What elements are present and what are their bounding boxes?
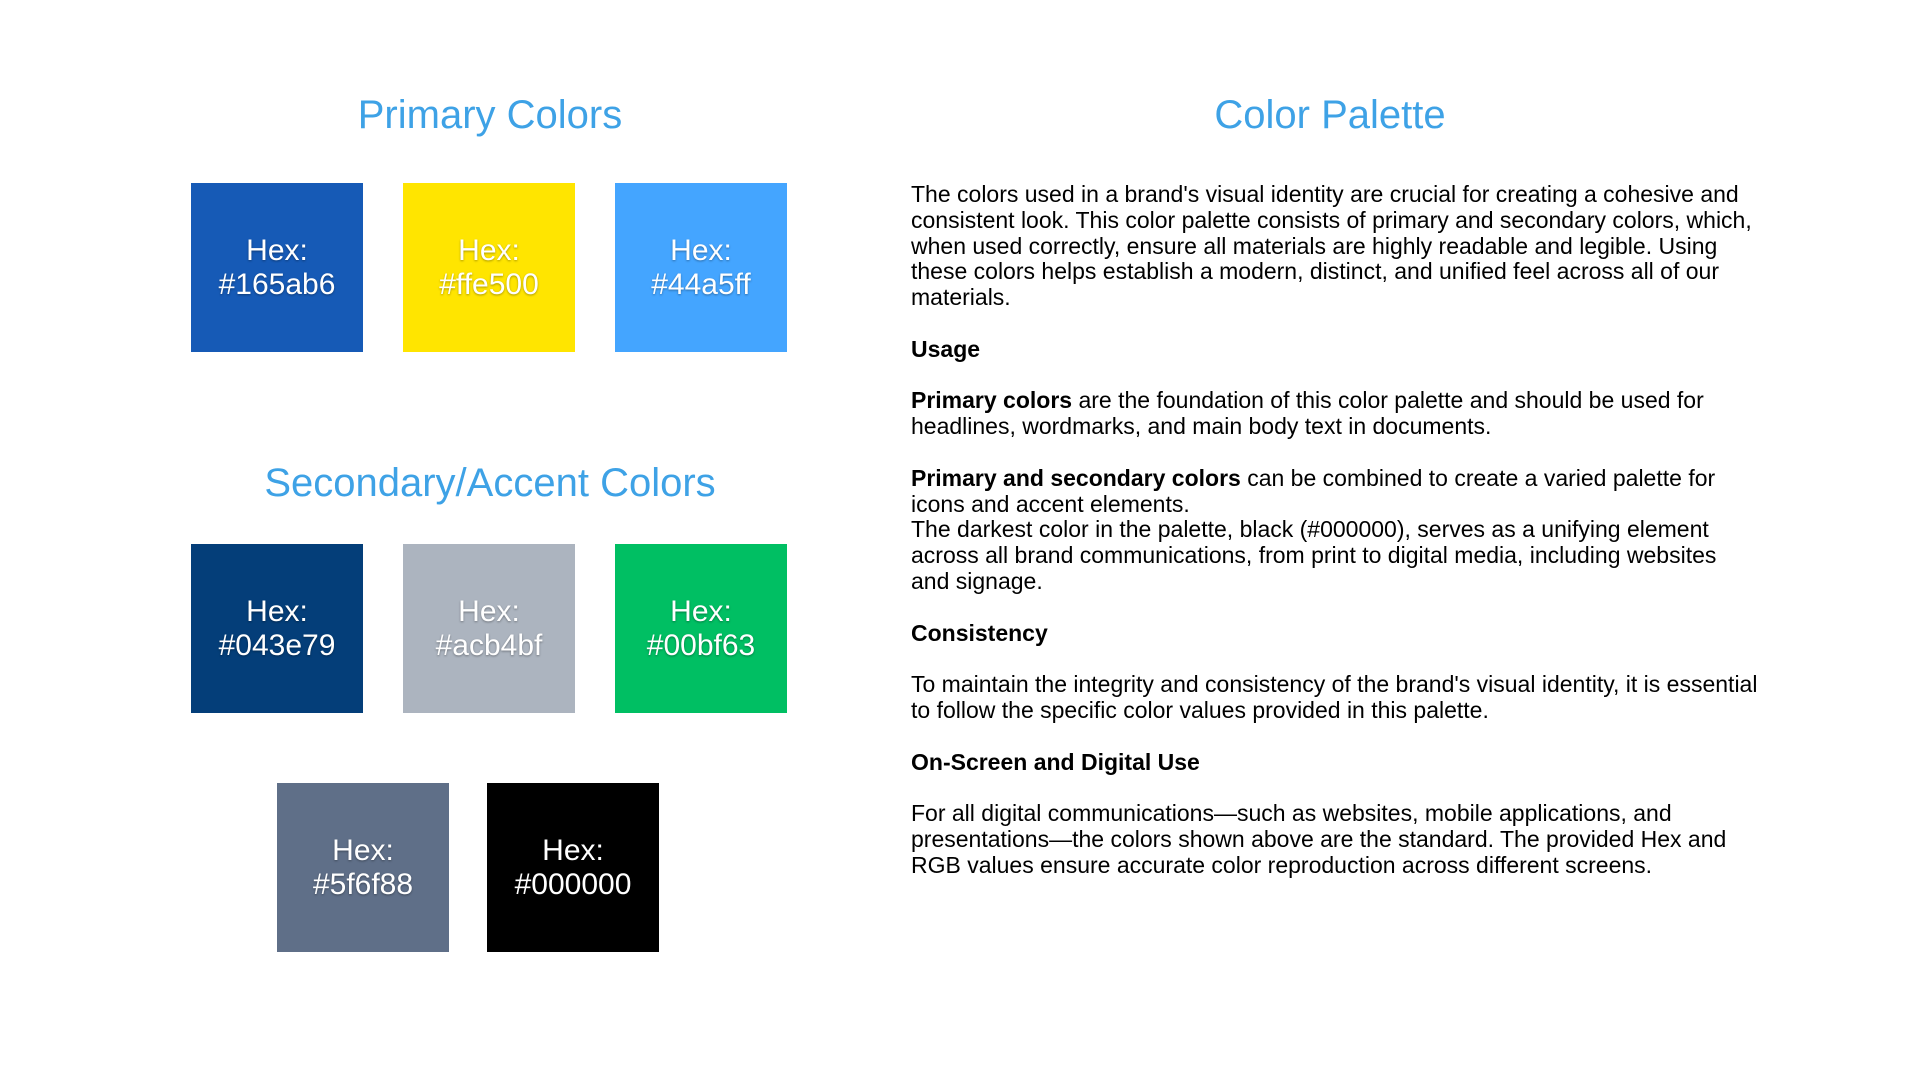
swatch-hex: #44a5ff xyxy=(651,267,751,301)
swatch-secondary-black xyxy=(487,783,659,952)
darkest-color-paragraph: The darkest color in the palette, black (#000000), serves as a unifying element across all brand communications, from print to digital media, including websites and signage. xyxy=(911,516,1717,594)
combined-colors-bold: Primary and secondary colors xyxy=(911,464,1241,491)
consistency-paragraph: To maintain the integrity and consistency of the brand's visual identity, it is essential to follow the specific color values provided in this palette. xyxy=(911,671,1758,723)
swatch-primary-yellow xyxy=(403,183,575,352)
usage-heading: Usage xyxy=(911,335,981,362)
swatch-label: Hex: xyxy=(542,833,604,867)
swatch-secondary-navy xyxy=(191,544,363,713)
combined-usage-paragraph xyxy=(911,466,1761,518)
primary-colors-title: Primary Colors xyxy=(357,93,623,137)
swatch-label: Hex: xyxy=(670,233,732,267)
swatch-label: Hex: xyxy=(458,233,520,267)
swatch-secondary-slate xyxy=(277,783,449,952)
swatch-hex: #5f6f88 xyxy=(312,867,414,901)
intro-paragraph: The colors used in a brand's visual identity are crucial for creating a cohesive and consistent look. This color palette consists of primary and secondary colors, which, when used correctly, ensure all materials are highly readable and legible. Using these colors helps establish a modern, distinct, and unified feel across all of our materials. xyxy=(911,181,1752,311)
digital-use-paragraph: For all digital communications—such as websites, mobile applications, and presentations—the colors shown above are the standard. The provided Hex and RGB values ensure accurate color reproduction across different screens. xyxy=(911,800,1727,878)
swatch-label: Hex: xyxy=(246,233,308,267)
swatch-hex: #acb4bf xyxy=(435,628,543,662)
swatch-label: Hex: xyxy=(332,833,394,867)
swatch-hex: #ffe500 xyxy=(439,267,539,301)
swatch-hex: #043e79 xyxy=(218,628,336,662)
secondary-colors-title: Secondary/Accent Colors xyxy=(264,461,716,505)
swatch-hex: #00bf63 xyxy=(646,628,756,662)
swatch-primary-blue xyxy=(191,183,363,352)
combined-usage-text: can be combined to create a varied palette for icons and accent elements. xyxy=(911,464,1716,517)
swatch-label: Hex: xyxy=(458,594,520,628)
swatch-primary-light-blue xyxy=(615,183,787,352)
digital-use-heading: On-Screen and Digital Use xyxy=(911,748,1200,775)
swatch-secondary-green xyxy=(615,544,787,713)
swatch-label: Hex: xyxy=(246,594,308,628)
primary-usage-text: are the foundation of this color palette and should be used for headlines, wordmarks, and main body text in documents. xyxy=(911,387,1704,440)
swatch-label: Hex: xyxy=(670,594,732,628)
swatch-hex: #000000 xyxy=(514,867,632,901)
consistency-heading: Consistency xyxy=(911,619,1048,646)
palette-description xyxy=(911,182,1761,879)
primary-usage-paragraph xyxy=(911,388,1761,440)
swatch-hex: #165ab6 xyxy=(218,267,336,301)
swatch-secondary-gray xyxy=(403,544,575,713)
color-palette-title: Color Palette xyxy=(1214,93,1446,137)
primary-colors-bold: Primary colors xyxy=(911,387,1073,414)
